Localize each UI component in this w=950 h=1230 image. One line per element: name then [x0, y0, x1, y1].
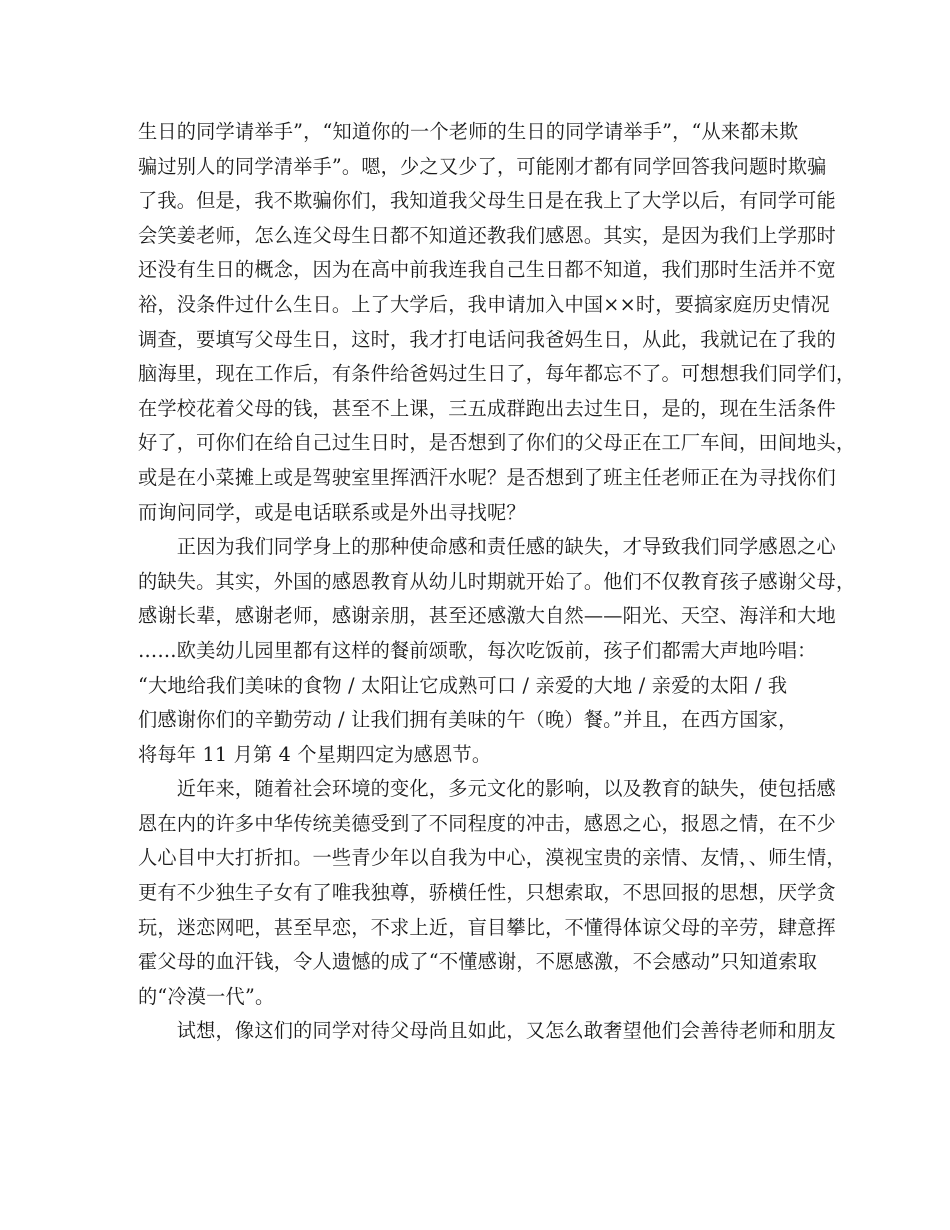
document-body [138, 115, 856, 1049]
text-line: 了我。但是，我不欺骗你们，我知道我父母生日是在我上了大学以后，有同学可能 [138, 189, 836, 213]
text-line: 会笑姜老师，怎么连父母生日都不知道还教我们感恩。其实，是因为我们上学那时 [138, 223, 836, 247]
text-line: 感谢长辈，感谢老师，感谢亲朋，甚至还感激大自然——阳光、天空、海洋和大地 [138, 604, 836, 628]
text-line: 霍父母的血汗钱，令人遗憾的成了“不懂感谢，不愿感激，不会感动”只知道索取 [138, 950, 818, 974]
text-line: 脑海里，现在工作后，有条件给爸妈过生日了，每年都忘不了。可想想我们同学们， [138, 362, 856, 386]
text-line: 或是在小菜摊上或是驾驶室里挥洒汗水呢？是否想到了班主任老师正在为寻找你们 [138, 465, 836, 489]
text-line: 骗过别人的同学清举手”。嗯，少之又少了，可能刚才都有同学回答我问题时欺骗 [138, 154, 827, 178]
text-line: “大地给我们美味的食物 / 太阳让它成熟可口 / 亲爱的大地 / 亲爱的太阳 / 我 [138, 673, 788, 697]
text-line: 生日的同学请举手”，“知道你的一个老师的生日的同学请举手”，“从来都未欺 [138, 120, 799, 143]
text-line: ……欧美幼儿园里都有这样的餐前颂歌，每次吃饭前，孩子们都需大声地吟唱： [138, 638, 817, 662]
text-line: 更有不少独生子女有了唯我独尊，骄横任性，只想索取，不思回报的思想，厌学贪 [138, 881, 836, 905]
text-line: 好了，可你们在给自己过生日时，是否想到了你们的父母正在工厂车间，田间地头， [138, 431, 856, 455]
text-line: 试想，像这们的同学对待父母尚且如此，又怎么敢奢望他们会善待老师和朋友 [138, 1019, 836, 1043]
text-line: 将每年 11 月第 4 个星期四定为感恩节。 [138, 742, 492, 766]
text-line: 近年来，随着社会环境的变化，多元文化的影响，以及教育的缺失，使包括感 [138, 777, 836, 801]
text-line: 正因为我们同学身上的那种使命感和责任感的缺失，才导致我们同学感恩之心 [138, 535, 836, 559]
text-line: 玩，迷恋网吧，甚至早恋，不求上近，盲目攀比，不懂得体谅父母的辛劳，肆意挥 [138, 915, 836, 939]
text-line: 裕，没条件过什么生日。上了大学后，我申请加入中国××时，要搞家庭历史情况 [138, 292, 830, 316]
text-line: 人心目中大打折扣。一些青少年以自我为中心，漠视宝贵的亲情、友情，、师生情， [138, 846, 846, 870]
text-line: 还没有生日的概念，因为在高中前我连我自己生日都不知道，我们那时生活并不宽 [138, 258, 836, 282]
text-line: 调查，要填写父母生日，这时，我才打电话问我爸妈生日，从此，我就记在了我的 [138, 327, 836, 351]
text-line: 恩在内的许多中华传统美德受到了不同程度的冲击，感恩之心，报恩之情，在不少 [138, 811, 836, 835]
text-line: 们感谢你们的辛勤劳动 / 让我们拥有美味的午（晚）餐。”并且，在西方国家， [138, 708, 798, 732]
text-line: 的缺失。其实，外国的感恩教育从幼儿时期就开始了。他们不仅教育孩子感谢父母， [138, 569, 856, 593]
text-line: 在学校花着父母的钱，甚至不上课，三五成群跑出去过生日，是的，现在生活条件 [138, 396, 836, 420]
text-line: 的“冷漠一代”。 [138, 984, 275, 1008]
text-line: 而询问同学，或是电话联系或是外出寻找呢？ [138, 500, 526, 524]
